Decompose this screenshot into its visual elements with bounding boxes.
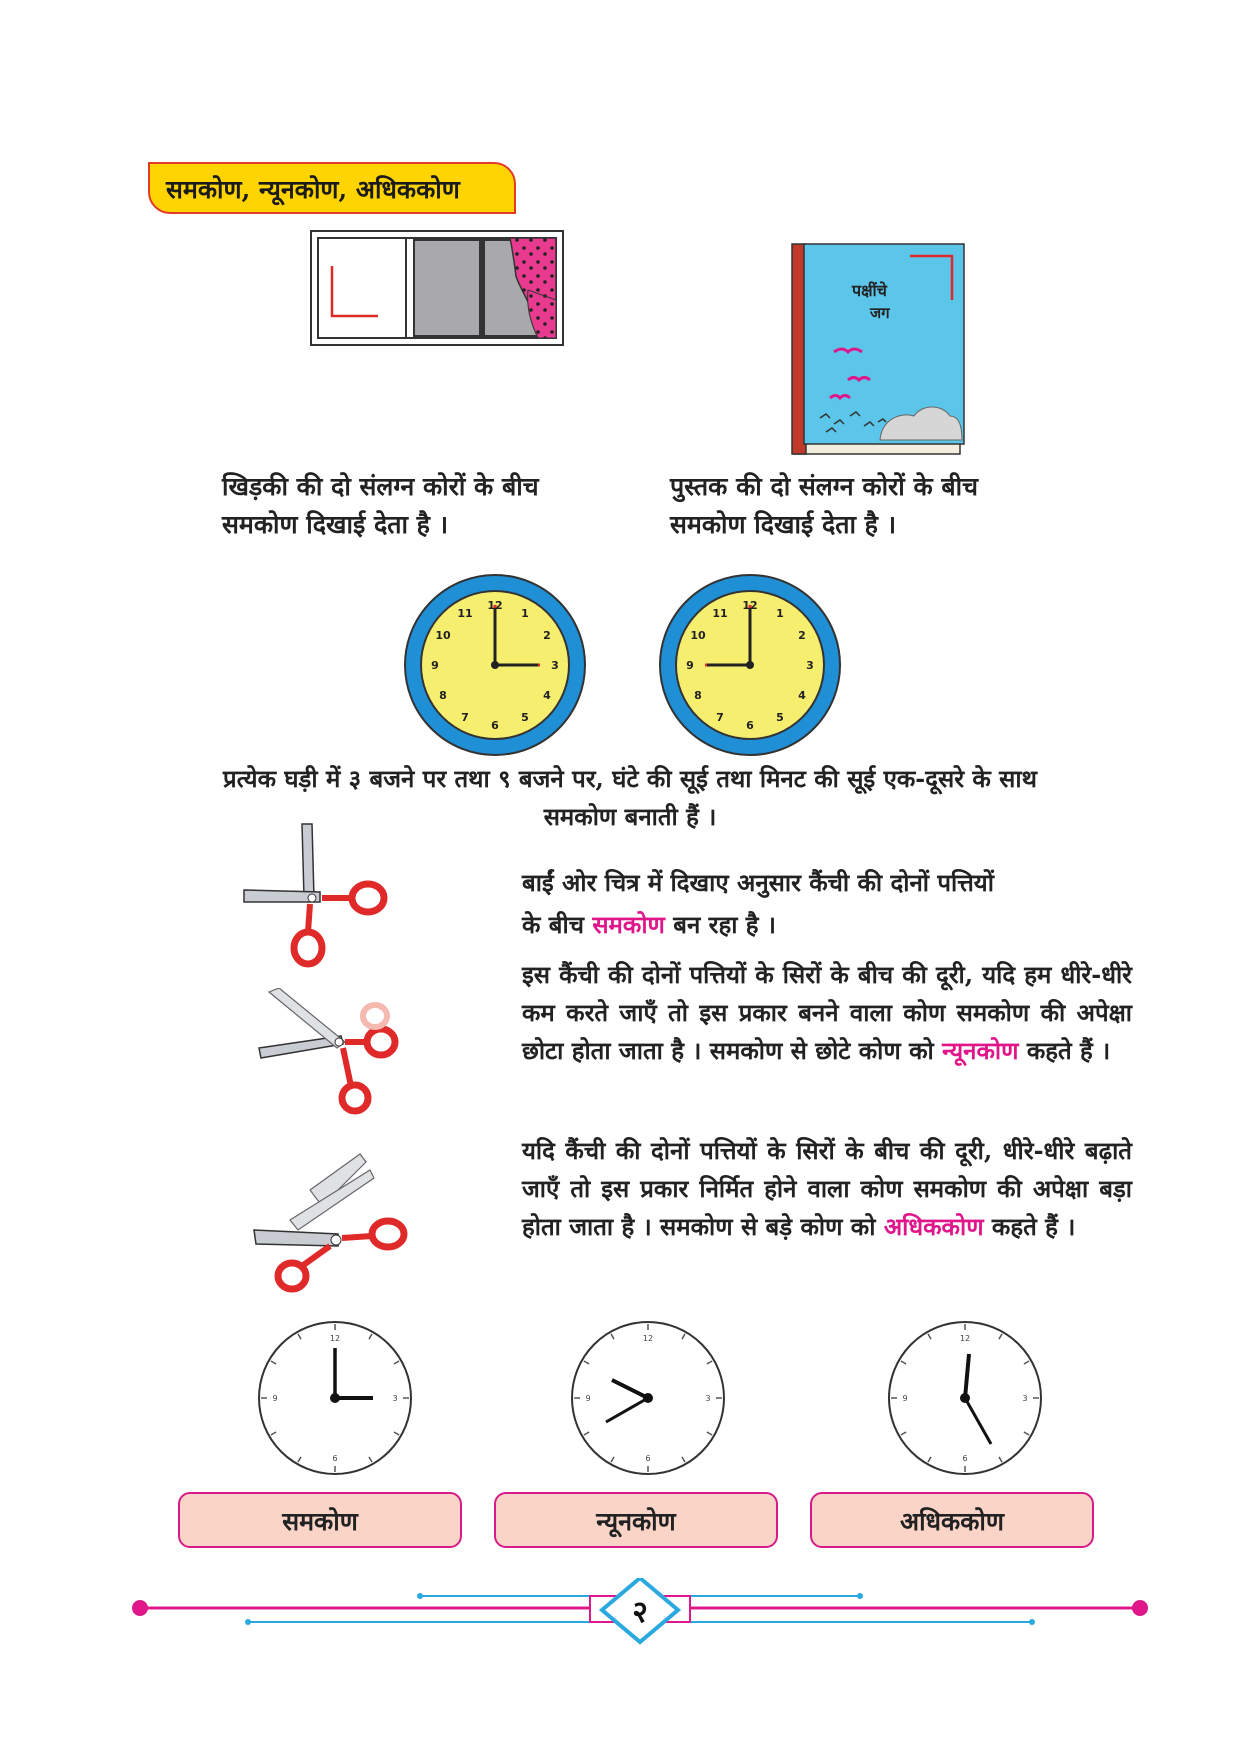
label-acute-angle: न्यूनकोण (494, 1492, 778, 1548)
book-caption-line1: पुस्तक की दो संलग्न कोरों के बीच (670, 472, 978, 501)
clock-numeral: 7 (716, 711, 724, 724)
window-caption (222, 468, 642, 544)
clock-numeral: 9 (585, 1394, 591, 1403)
clock-numeral: 9 (431, 659, 439, 672)
para3-tail: कहते हैं । (991, 1212, 1076, 1241)
clock-numeral: 9 (686, 659, 694, 672)
paragraph-acute-angle (522, 956, 1132, 1070)
clock-acute-angle (568, 1318, 728, 1478)
term-acute-angle: न्यूनकोण (942, 1036, 1019, 1065)
clock-numeral: 1 (776, 607, 784, 620)
clock-statement-line1: प्रत्येक घड़ी में ३ बजने पर तथा ९ बजने पर, घंटे की सूई तथा मिनट की सूई एक-दूसरे के साथ (223, 764, 1037, 793)
clock-3-oclock (400, 570, 590, 760)
label-right-angle: समकोण (178, 1492, 462, 1548)
clock-numeral: 12 (487, 599, 503, 612)
clock-numeral: 12 (959, 1334, 971, 1343)
clock-right-angle (255, 1318, 415, 1478)
term-right-angle: समकोण (592, 910, 665, 939)
page-number: २ (632, 1595, 648, 1630)
scissors-acute-angle (255, 988, 415, 1118)
clock-numeral: 9 (902, 1394, 908, 1403)
book-caption-line2: समकोण दिखाई देता है । (670, 510, 897, 539)
para1-tail: बन रहा है । (673, 910, 776, 939)
para2-body: इस कैंची की दोनों पत्तियों के सिरों के बीच की दूरी, यदि हम धीरे-धीरे कम करते जाएँ तो इस प्रकार बनने वाला कोण समकोण की अपेक्षा छोटा होता जाता है । समकोण से छोटे कोण को (522, 960, 1132, 1065)
window-caption-line2: समकोण दिखाई देता है । (222, 510, 449, 539)
clock-numeral: 3 (705, 1394, 711, 1403)
clock-numeral: 6 (746, 719, 754, 732)
paragraph-right-angle (522, 864, 1132, 944)
clock-numeral: 12 (742, 599, 758, 612)
clock-numeral: 10 (690, 629, 706, 642)
window-caption-line1: खिड़की की दो संलग्न कोरों के बीच (222, 472, 539, 501)
clock-numeral: 1 (521, 607, 529, 620)
clock-numeral: 3 (1022, 1394, 1028, 1403)
clock-numeral: 8 (694, 689, 702, 702)
clock-9-oclock (655, 570, 845, 760)
clock-numeral: 9 (272, 1394, 278, 1403)
para2-tail: कहते हैं । (1026, 1036, 1111, 1065)
clock-numeral: 8 (439, 689, 447, 702)
term-obtuse-angle: अधिककोण (883, 1212, 984, 1241)
clock-numeral: 6 (332, 1454, 338, 1463)
clock-numeral: 5 (776, 711, 784, 724)
clock-numeral: 6 (645, 1454, 651, 1463)
scissors-right-angle (240, 820, 400, 970)
para1-line1: बाईं ओर चित्र में दिखाए अनुसार कैंची की दोनों पत्तियों (522, 868, 994, 897)
clock-numeral: 12 (642, 1334, 654, 1343)
para3-body: यदि कैंची की दोनों पत्तियों के सिरों के बीच की दूरी, धीरे-धीरे बढ़ाते जाएँ तो इस प्रकार निर्मित होने वाला कोण समकोण की अपेक्षा बड़ा होता जाता है । समकोण से बड़े कोण को (522, 1136, 1132, 1241)
clock-obtuse-angle (885, 1318, 1045, 1478)
para1-lead: के बीच (522, 910, 584, 939)
clock-statement-line2: समकोण बनाती हैं । (543, 802, 717, 831)
clock-numeral: 10 (435, 629, 451, 642)
label-obtuse-angle: अधिककोण (810, 1492, 1094, 1548)
clock-numeral: 3 (806, 659, 814, 672)
clock-numeral: 11 (712, 607, 728, 620)
book-illustration (790, 240, 970, 458)
clock-numeral: 2 (798, 629, 806, 642)
clock-numeral: 5 (521, 711, 529, 724)
clock-numeral: 2 (543, 629, 551, 642)
book-title-line2: जग (870, 304, 890, 322)
clock-numeral: 6 (491, 719, 499, 732)
book-title-line1: पक्षींचे (852, 281, 887, 300)
book-caption (670, 468, 1090, 544)
clock-numeral: 4 (798, 689, 806, 702)
paragraph-obtuse-angle (522, 1132, 1132, 1246)
clock-numeral: 3 (392, 1394, 398, 1403)
clock-numeral: 6 (962, 1454, 968, 1463)
clock-numeral: 3 (551, 659, 559, 672)
clock-numeral: 12 (329, 1334, 341, 1343)
clock-numeral: 4 (543, 689, 551, 702)
window-illustration (310, 230, 564, 346)
clock-numeral: 11 (457, 607, 473, 620)
scissors-obtuse-angle (250, 1150, 420, 1300)
clock-numeral: 7 (461, 711, 469, 724)
section-heading: समकोण, न्यूनकोण, अधिककोण (148, 162, 516, 214)
